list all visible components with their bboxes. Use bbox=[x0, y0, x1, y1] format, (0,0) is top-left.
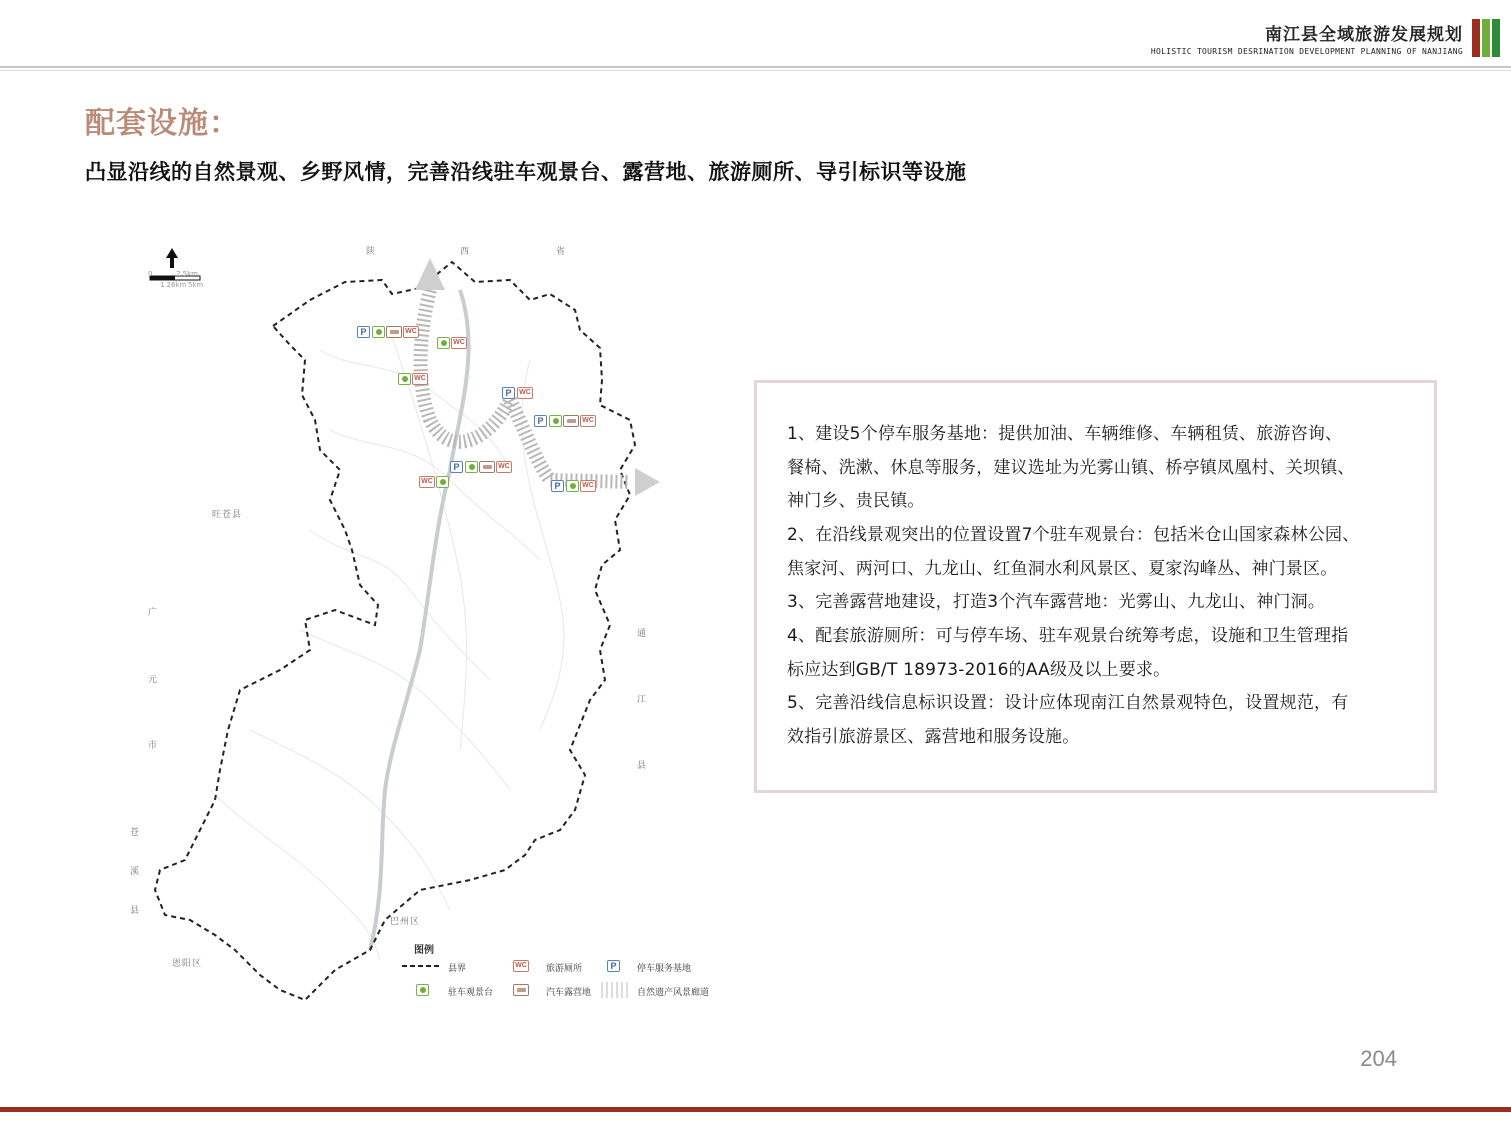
map-canvas bbox=[130, 230, 730, 1010]
label-xi-river: 溪 bbox=[130, 867, 141, 877]
viewpoint-icon bbox=[465, 461, 478, 473]
label-enyang: 恩阳区 bbox=[172, 959, 203, 969]
label-xi: 西 bbox=[460, 247, 471, 257]
label-sheng: 省 bbox=[556, 247, 567, 257]
camp-icon bbox=[563, 415, 579, 427]
toilet-icon: WC bbox=[412, 373, 428, 385]
header-bar-lightgreen bbox=[1482, 19, 1490, 57]
facility-description-box bbox=[754, 380, 1437, 793]
header-bar-red bbox=[1472, 19, 1480, 57]
header-divider bbox=[0, 66, 1511, 68]
info-line-5: 焦家河、两河口、九龙山、红鱼洞水利风景区、夏家沟峰丛、神门景区。 bbox=[787, 559, 1338, 579]
viewpoint-icon bbox=[566, 480, 579, 492]
legend-title: 图例 bbox=[414, 945, 434, 956]
toilet-icon: WC bbox=[419, 476, 435, 488]
info-line-1: 1、建设5个停车服务基地：提供加油、车辆维修、车辆租赁、旅游咨询、 bbox=[787, 424, 1343, 444]
label-xian: 县 bbox=[130, 906, 141, 916]
info-line-10: 效指引旅游景区、露营地和服务设施。 bbox=[787, 727, 1080, 747]
legend-toilet-label: 旅游厕所 bbox=[546, 964, 583, 974]
viewpoint-icon bbox=[436, 476, 449, 488]
legend-corridor-swatch bbox=[602, 982, 627, 998]
camp-icon bbox=[479, 461, 495, 473]
info-line-8: 标应达到GB/T 18973-2016的AA级及以上要求。 bbox=[787, 660, 1171, 680]
page-number: 204 bbox=[1360, 1046, 1397, 1071]
plan-subtitle-english: HOLISTIC TOURISM DESRINATION DEVELOPMENT PLANNING OF NANJIANG bbox=[1150, 47, 1463, 56]
label-cang: 苍 bbox=[130, 828, 141, 838]
header-color-bars bbox=[1472, 19, 1500, 57]
section-subtitle: 凸显沿线的自然景观、乡野风情，完善沿线驻车观景台、露营地、旅游厕所、导引标识等设施 bbox=[85, 160, 967, 184]
facilities-map bbox=[130, 230, 730, 1010]
corridor-arrow-north bbox=[415, 258, 445, 290]
parking-icon: P bbox=[450, 461, 463, 473]
viewpoint-icon bbox=[372, 326, 385, 338]
header-divider-thin bbox=[0, 70, 1511, 71]
toilet-icon: WC bbox=[517, 387, 533, 399]
info-line-3: 神门乡、贵民镇。 bbox=[787, 491, 925, 511]
toilet-icon: WC bbox=[580, 415, 596, 427]
legend-camp-icon bbox=[513, 984, 529, 996]
label-bazhou: 巴州区 bbox=[390, 917, 421, 927]
viewpoint-icon bbox=[549, 415, 562, 427]
toilet-icon: WC bbox=[403, 326, 419, 338]
parking-icon: P bbox=[502, 387, 515, 399]
camp-icon bbox=[386, 326, 402, 338]
label-xian-east: 县 bbox=[637, 761, 648, 771]
scale-label-sub: 1.26km bbox=[160, 281, 187, 289]
toilet-icon: WC bbox=[496, 461, 512, 473]
parking-icon: P bbox=[551, 480, 564, 492]
county-boundary bbox=[155, 262, 635, 1000]
label-wangcang: 旺苍县 bbox=[212, 510, 243, 520]
info-line-6: 3、完善露营地建设，打造3个汽车露营地：光雾山、九龙山、神门洞。 bbox=[787, 592, 1326, 612]
scale-label-0: 0 bbox=[148, 270, 153, 278]
label-shi: 市 bbox=[148, 741, 159, 751]
plan-title: 南江县全域旅游发展规划 bbox=[1265, 25, 1463, 45]
legend-camp-label: 汽车露营地 bbox=[546, 988, 592, 998]
info-line-2: 餐椅、洗漱、休息等服务，建议选址为光雾山镇、桥亭镇凤凰村、关坝镇、 bbox=[787, 458, 1355, 478]
legend-parking-label: 停车服务基地 bbox=[637, 964, 692, 974]
corridor-arrow-east bbox=[635, 468, 660, 496]
legend-parking-icon: P bbox=[607, 960, 620, 972]
label-yuan: 元 bbox=[148, 675, 159, 685]
footer-bar bbox=[0, 1107, 1511, 1112]
toilet-icon: WC bbox=[451, 337, 467, 349]
info-line-7: 4、配套旅游厕所：可与停车场、驻车观景台统筹考虑，设施和卫生管理指 bbox=[787, 626, 1349, 646]
section-title: 配套设施： bbox=[85, 106, 240, 141]
info-line-4: 2、在沿线景观突出的位置设置7个驻车观景台：包括米仓山国家森林公园、 bbox=[787, 525, 1360, 545]
label-guang: 广 bbox=[148, 608, 159, 618]
viewpoint-icon bbox=[398, 373, 411, 385]
toilet-icon: WC bbox=[580, 480, 596, 492]
legend-corridor-label: 自然遗产风景廊道 bbox=[637, 988, 710, 998]
viewpoint-icon bbox=[437, 337, 450, 349]
scale-label-end: 5km bbox=[188, 281, 204, 289]
label-tong: 通 bbox=[637, 629, 648, 639]
header-bar-green bbox=[1492, 19, 1500, 57]
parking-icon: P bbox=[534, 415, 547, 427]
scale-label-mid: 2.5km bbox=[176, 270, 199, 278]
parking-icon: P bbox=[357, 326, 370, 338]
label-jiang: 江 bbox=[637, 695, 648, 705]
legend-toilet-icon: WC bbox=[513, 960, 529, 972]
legend-viewpoint-label: 驻车观景台 bbox=[448, 988, 494, 998]
river bbox=[370, 290, 469, 950]
north-arrow bbox=[165, 248, 179, 268]
legend-viewpoint-icon bbox=[416, 984, 429, 996]
info-line-9: 5、完善沿线信息标识设置：设计应体现南江自然景观特色，设置规范，有 bbox=[787, 693, 1349, 713]
legend-boundary-label: 县界 bbox=[448, 964, 467, 974]
label-shaan: 陕 bbox=[366, 247, 377, 257]
